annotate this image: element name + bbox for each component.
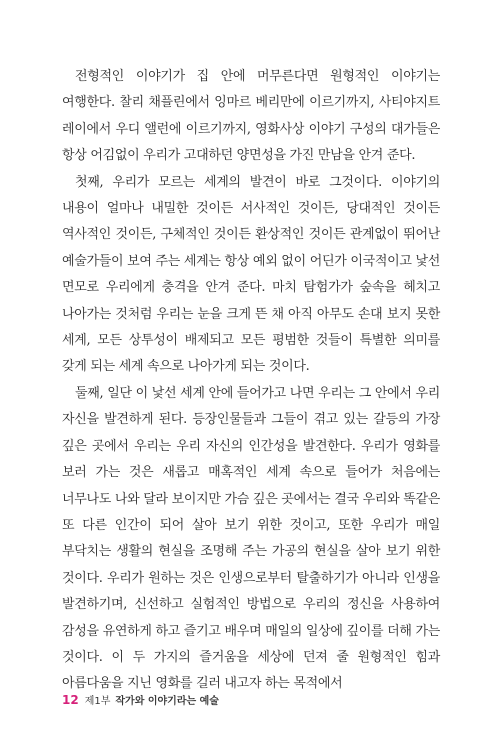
body-text — [62, 64, 440, 698]
page-number: 12 — [62, 693, 79, 707]
paragraph: 전형적인 이야기가 집 안에 머무른다면 원형적인 이야기는 여행한다. 찰리 채플린에서 잉마르 베리만에 이르기까지, 사티야지트 레이에서 우디 앨런에 이르기까지, 영화사상 이야기 구성의 대가들은 항상 어김없이 우리가 고대하던 양면성을 가진 만남을 안겨 준다. — [62, 69, 440, 164]
part-label: 제1부 — [84, 696, 111, 707]
paragraph: 둘째, 일단 이 낯선 세계 안에 들어가고 나면 우리는 그 안에서 우리 자신을 발견하게 된다. 등장인물들과 그들이 겪고 있는 갈등의 가장 깊은 곳에서 우리는 우리 자신의 인간성을 발견한다. 우리가 영화를 보러 가는 것은 새롭고 매혹적인 세계 속으로 들어가 처음에는 너무나도 나와 달라 보이지만 가슴 깊은 곳에서는 결국 우리와 똑같은 또 다른 인간이 되어 살아 보기 위한 것이고, 또한 우리가 매일 부닥치는 생활의 현실을 조명해 주는 가공의 현실을 살아 보기 위한 것이다. 우리가 원하는 것은 인생으로부터 탈출하기가 아니라 인생을 발견하기며, 신선하고 실험적인 방법으로 우리의 정신을 사용하여 감성을 유연하게 하고 즐기고 배우며 매일의 일상에 깊이를 더해 가는 것이다. 이 두 가지의 즐거움을 세상에 던져 줄 원형적인 힘과 아름다움을 지닌 영화를 길러 내고자 하는 목적에서 — [62, 385, 440, 692]
paragraph: 첫째, 우리가 모르는 세계의 발견이 바로 그것이다. 이야기의 내용이 얼마나 내밀한 것이든 서사적인 것이든, 당대적인 것이든 역사적인 것이든, 구체적인 것이든 환상적인 것이든 관계없이 뛰어난 예술가들이 보여 주는 세계는 항상 예외 없이 어딘가 이국적이고 낯선 면모로 우리에게 충격을 안겨 준다. 마치 탐험가가 숲속을 헤치고 나아가는 것처럼 우리는 눈을 크게 뜬 채 아직 아무도 손대 보지 못한 세계, 모든 상투성이 배제되고 모든 평범한 것들이 특별한 의미를 갖게 되는 세계 속으로 나아가게 되는 것이다. — [62, 174, 440, 375]
part-title: 작가와 이야기라는 예술 — [115, 696, 219, 707]
page-footer — [62, 692, 219, 708]
